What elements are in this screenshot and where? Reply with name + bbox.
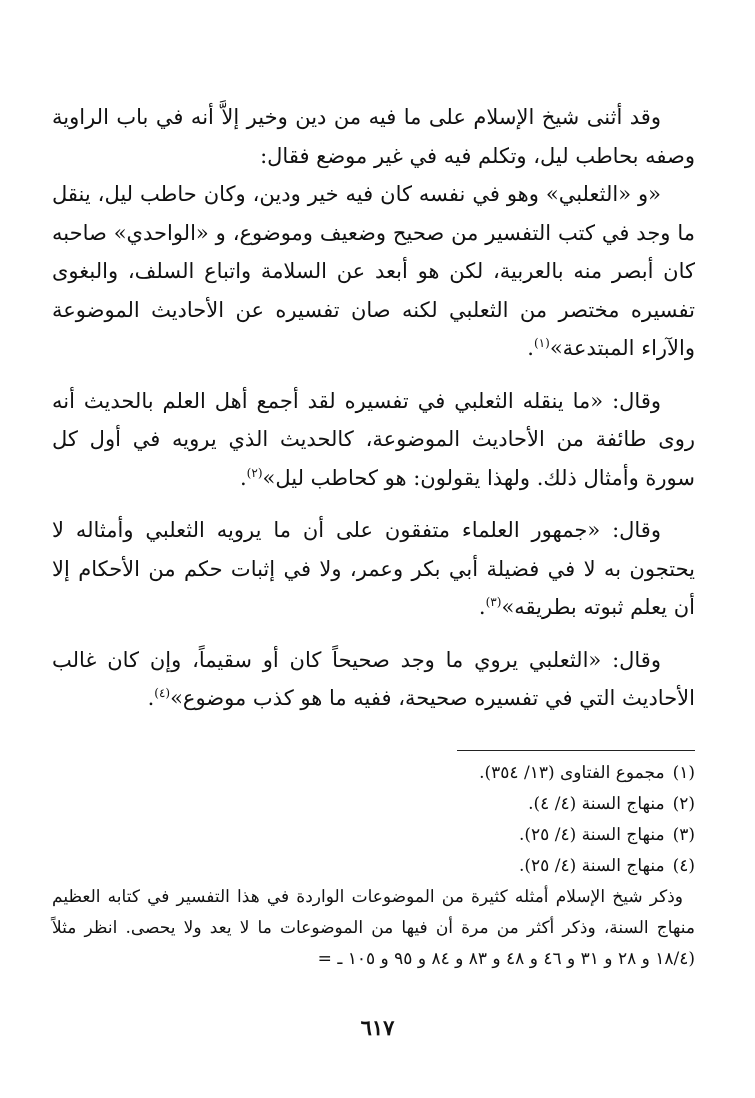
footnote-4: (٤)منهاج السنة (٤/ ٢٥). <box>519 856 695 876</box>
main-text <box>52 98 695 718</box>
footnote-ref-4: (٤) <box>154 686 171 700</box>
page-number: ٦١٧ <box>360 1015 395 1040</box>
footnote-ref-1: (١) <box>533 336 550 350</box>
footnote-4-continuation: وذكر شيخ الإسلام أمثله كثيرة من الموضوعات الواردة في هذا التفسير في كتابه العظيم منهاج السنة، وذكر أكثر من مرة أن فيها من الموضوعات ما لا يعد ولا يحصى. انظر مثلاً (١٨/٤ و ٢٨ و ٣١ و ٤٦ و ٤٨ و ٨٣ و ٨٤ و ٩٥ و ١٠٥ ـ = <box>52 887 695 969</box>
paragraph-intro: وقد أثنى شيخ الإسلام على ما فيه من دين وخير إلاَّ أنه في باب الراوية وصفه بحاطب ليل، وتكلم فيه في غير موضع فقال: <box>52 105 695 168</box>
paragraph-quote-3: وقال: «جمهور العلماء متفقون على أن ما يرويه الثعلبي وأمثاله لا يحتجون به لا في فضيلة أبي بكر وعمر، ولا في إثبات حكم من الأحكام إلا أن يعلم ثبوته بطريقه»$^{(٣)}$. <box>52 518 695 619</box>
paragraph-quote-4: وقال: «الثعلبي يروي ما وجد صحيحاً كان أو سقيماً، وإن كان غالب الأحاديث التي في تفسيره صحيحة، ففيه ما هو كذب موضوع»$^{(٤)}$. <box>52 647 695 710</box>
footnote-1: (١)مجموع الفتاوى (١٣/ ٣٥٤). <box>479 763 695 783</box>
footnote-3: (٣)منهاج السنة (٤/ ٢٥). <box>519 825 695 845</box>
footnotes <box>52 758 695 975</box>
footnote-ref-3: (٣) <box>485 595 502 609</box>
paragraph-quote-2: وقال: «ما ينقله الثعلبي في تفسيره لقد أجمع أهل العلم بالحديث أنه روى طائفة من الأحاديث الموضوعة، كالحديث الذي يرويه في أول كل سورة وأمثال ذلك. ولهذا يقولون: هو كحاطب ليل»$^{(٢)}$. <box>52 388 695 490</box>
paragraph-quote-1: «و «الثعلبي» وهو في نفسه كان فيه خير ودين، وكان حاطب ليل، ينقل ما وجد في كتب التفسير من صحيح وضعيف وموضوع، و «الواحدي» صاحبه كان أبصر منه بالعربية، لكن هو أبعد عن السلامة واتباع السلف، والبغوى تفسيره مختصر من الثعلبي لكنه صان تفسيره عن الأحاديث الموضوعة والآراء المبتدعة»$^{(١)}$. <box>52 182 695 360</box>
footnote-2: (٢)منهاج السنة (٤/ ٤). <box>528 794 695 814</box>
footnote-ref-2: (٢) <box>246 465 263 480</box>
footnote-divider <box>457 750 695 751</box>
